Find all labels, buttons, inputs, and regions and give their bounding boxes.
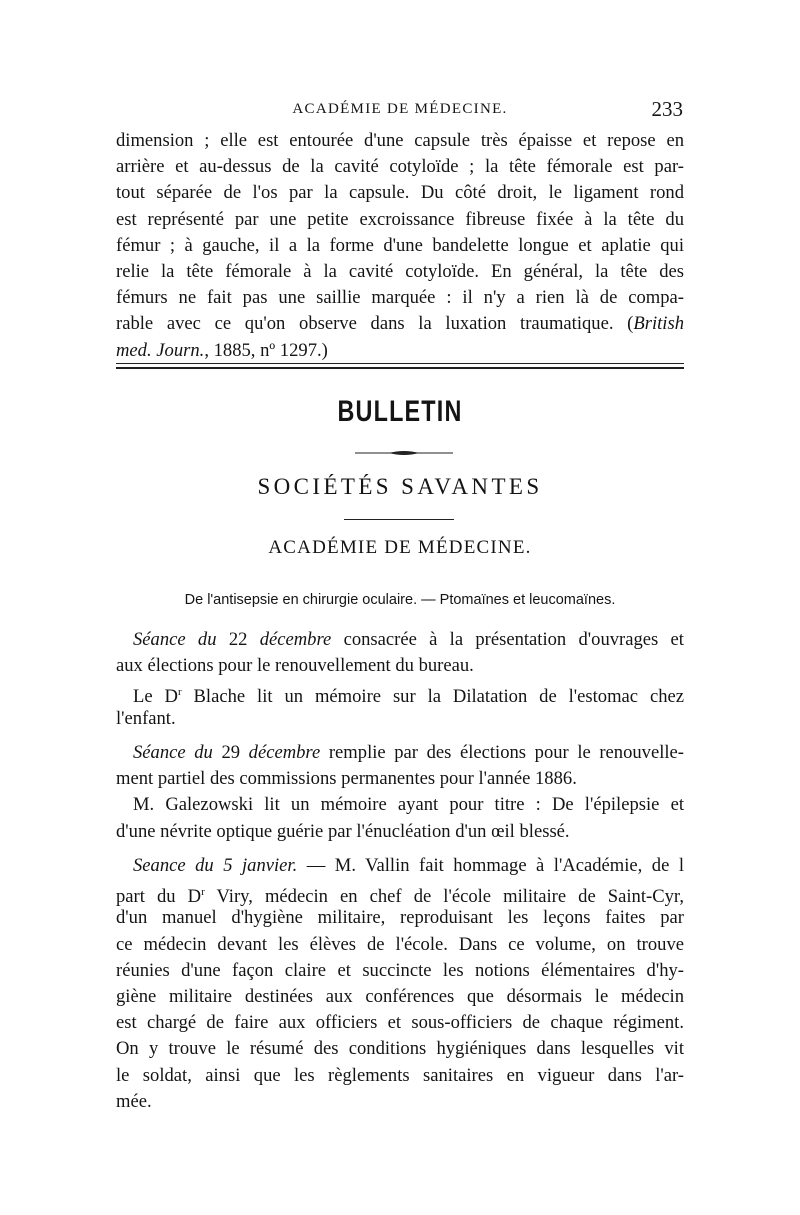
society-heading: ACADÉMIE DE MÉDECINE. [268,537,532,558]
seance-text: part du D [116,886,202,908]
seance-line: ment partiel des commissions permanentes pour l'année 1886. [116,768,577,790]
citation-journal-b: med. Journ. [116,339,205,361]
intro-line: est représenté par une petite excroissance fibreuse fixée à la tête du [116,208,684,230]
citation-line [116,338,684,364]
section-double-rule [116,363,684,369]
seance-line: réunies d'une façon claire et succincte les notions élémentaires d'hy- [116,959,684,981]
seance-line: l'enfant. [116,707,176,729]
seance-line [116,679,684,708]
seance-line: est chargé de faire aux officiers et sous-officiers de chaque régiment. [116,1012,684,1034]
seance-line: aux élections pour le renouvellement du bureau. [116,655,474,677]
ornament-rule [355,450,453,456]
seance-month: décembre [259,629,332,650]
seance-line [116,627,684,653]
short-rule [344,519,454,520]
seance-line: giène militaire destinées aux conférences que désormais le médecin [116,985,684,1007]
seance-number: 5 [223,855,233,876]
seance-line: M. Galezowski lit un mémoire ayant pour titre : De l'épilepsie et [133,794,684,816]
doctor-abbrev: Le D [133,686,178,708]
seance-text: Blache lit un mémoire sur la Dilatation de l'estomac chez [193,686,684,708]
seance-text: Viry, médecin en chef de l'école militaire de Saint-Cyr, [216,886,685,908]
running-title: ACADÉMIE DE MÉDECINE. [292,101,508,117]
seance-22-decembre [116,627,684,732]
citation-journal-a: British [633,313,684,335]
citation-rest: , 1885, nº 1297.) [204,339,328,361]
intro-line: dimension ; elle est entourée d'une capsule très épaisse et repose en [116,130,684,151]
seance-number: 22 [228,629,248,650]
seance-label: Séance du [133,742,213,763]
bulletin-heading: BULLETIN [337,395,463,428]
seance-line: d'une névrite optique guérie par l'énucléation d'un œil blessé. [116,820,570,842]
thick-rule [116,367,684,369]
intro-line: fémurs ne fait pas une saillie marquée : il n'y a rien là de compa- [116,287,684,309]
intro-line: arrière et au-dessus de la cavité cotyloïde ; la tête fémorale est par- [116,156,684,178]
seance-5-janvier [116,853,684,1115]
seance-line [116,853,684,879]
seance-label: Seance du [133,855,214,876]
seance-line: le soldat, ainsi que les règlements sanitaires en vigueur dans l'ar- [116,1064,684,1086]
seance-month: décembre [248,742,321,763]
running-head [115,97,685,127]
intro-line: fémur ; à gauche, il a la forme d'une bandelette longue et aplatie qui [116,234,684,256]
seance-29-decembre [116,740,684,845]
seance-month: janvier. [241,855,298,876]
doctor-sup: r [201,886,205,899]
seance-line [116,740,684,766]
page-number: 233 [651,97,683,121]
seance-line: mée. [116,1090,152,1112]
doctor-sup: r [177,686,182,699]
section-heading: SOCIÉTÉS SAVANTES [257,474,543,499]
seance-line: On y trouve le résumé des conditions hygiéniques dans lesquelles vit [116,1038,684,1060]
seance-line: d'un manuel d'hygiène militaire, reproduisant les leçons faites par [116,907,684,929]
intro-paragraph [116,128,684,364]
seance-line: ce médecin devant les élèves de l'école. Dans ce volume, on trouve [116,933,684,955]
intro-line: tout séparée de l'os par la capsule. Du côté droit, le ligament rond [116,182,684,204]
intro-line-with-citation [116,311,684,337]
seance-text: consacrée à la présentation d'ouvrages et [343,629,684,650]
session-summary: De l'antisepsie en chirurgie oculaire. — Ptomaïnes et leucomaïnes. [184,592,616,608]
seance-text: — M. Vallin fait hommage à l'Académie, de l [306,855,684,876]
seance-label: Séance du [133,629,217,650]
intro-line: relie la tête fémorale à la cavité cotyloïde. En général, la tête des [116,260,684,282]
seance-line [116,879,685,908]
seance-number: 29 [221,742,241,763]
intro-line-text: rable avec ce qu'on observe dans la luxation traumatique. ( [116,313,634,335]
seance-text: remplie par des élections pour le renouvelle- [328,742,684,763]
thin-rule [116,363,684,364]
